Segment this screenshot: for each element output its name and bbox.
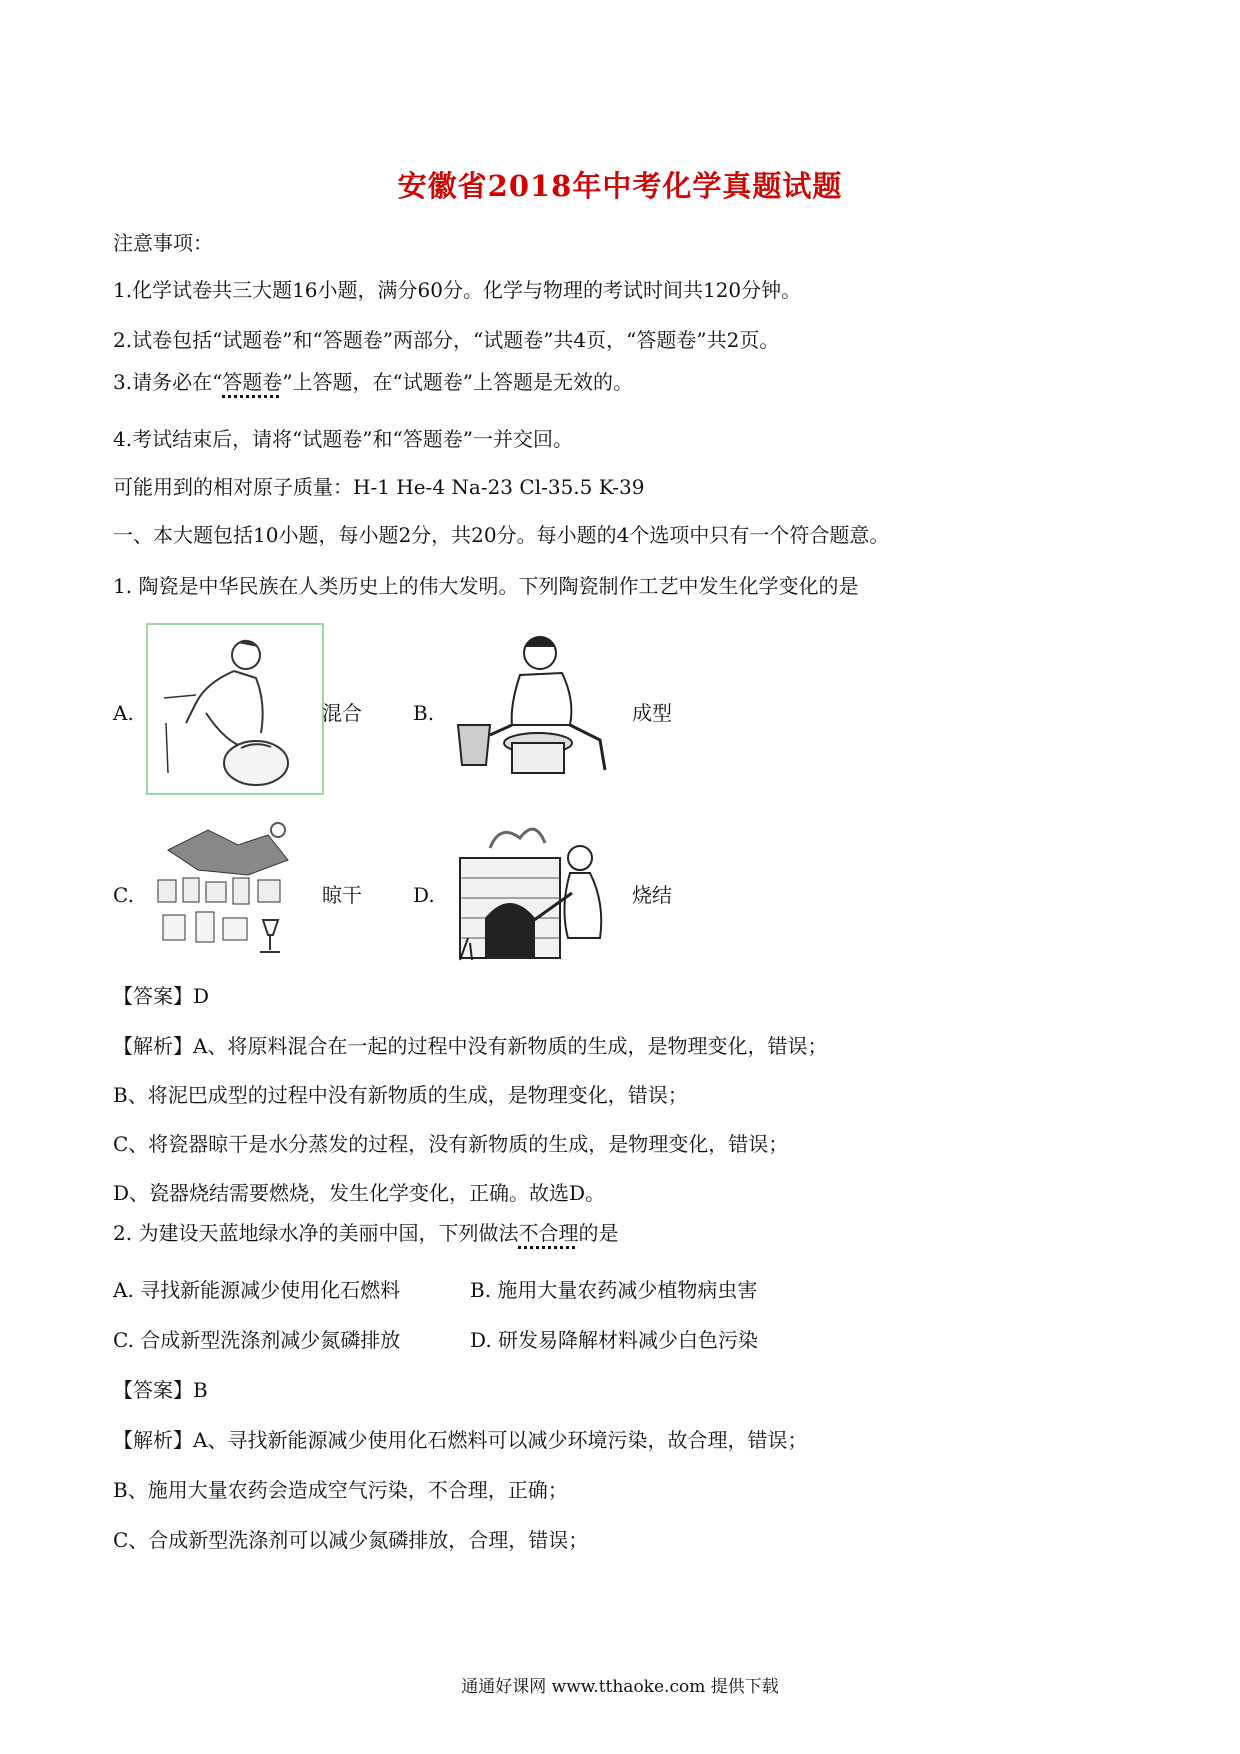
- section-1-heading: 一、本大题包括10小题，每小题2分，共20分。每小题的4个选项中只有一个符合题意。: [113, 523, 890, 547]
- q1-option-c-image: [148, 820, 308, 965]
- note-item-3-dotted: 答题卷: [222, 370, 283, 394]
- page-title: 安徽省2018年中考化学真题试题: [397, 169, 843, 203]
- q1-option-a-label: 混合: [322, 701, 362, 725]
- q1-option-d-label: 烧结: [632, 883, 672, 907]
- q1-option-b-label: 成型: [632, 701, 672, 725]
- q1-option-d-image: [450, 818, 620, 968]
- q2-stem-dotted: 不合理: [518, 1221, 579, 1245]
- q2-stem: [113, 1220, 618, 1246]
- q2-option-b: B. 施用大量农药减少植物病虫害: [470, 1278, 758, 1302]
- q2-stem-pre: 2. 为建设天蓝地绿水净的美丽中国，下列做法: [113, 1221, 519, 1245]
- q1-option-b-image: [450, 625, 630, 785]
- q1-analysis-1: 【解析】A、将原料混合在一起的过程中没有新物质的生成，是物理变化，错误；: [113, 1034, 828, 1058]
- q2-option-d: D. 研发易降解材料减少白色污染: [470, 1328, 759, 1352]
- q1-option-c-letter: C.: [113, 883, 134, 907]
- q1-option-a-letter: A.: [113, 701, 134, 725]
- q1-stem: 1. 陶瓷是中华民族在人类历史上的伟大发明。下列陶瓷制作工艺中发生化学变化的是: [113, 574, 859, 598]
- q1-analysis-3: C、将瓷器晾干是水分蒸发的过程，没有新物质的生成，是物理变化，错误；: [113, 1132, 789, 1156]
- q2-option-a: A. 寻找新能源减少使用化石燃料: [113, 1278, 401, 1302]
- q2-option-c: C. 合成新型洗涤剂减少氮磷排放: [113, 1328, 401, 1352]
- q1-answer: 【答案】D: [113, 984, 210, 1008]
- note-item-3-pre: 3.请务必在“: [113, 370, 223, 394]
- note-item-3-emphasis: [222, 370, 282, 394]
- q1-analysis-4: D、瓷器烧结需要燃烧，发生化学变化，正确。故选D。: [113, 1181, 606, 1205]
- notes-heading: 注意事项：: [113, 231, 213, 255]
- footer-credit: 通通好课网 www.tthaoke.com 提供下载: [461, 1677, 779, 1697]
- q1-option-c-label: 晾干: [322, 883, 362, 907]
- q1-option-b-letter: B.: [413, 701, 435, 725]
- q1-option-a-image: [146, 623, 324, 795]
- q2-analysis-3: C、合成新型洗涤剂可以减少氮磷排放，合理，错误；: [113, 1528, 589, 1552]
- q2-analysis-2: B、施用大量农药会造成空气污染，不合理，正确；: [113, 1478, 568, 1502]
- note-item-3-post: ”上答题，在“试题卷”上答题是无效的。: [282, 370, 633, 394]
- note-item-1: 1.化学试卷共三大题16小题，满分60分。化学与物理的考试时间共120分钟。: [113, 278, 802, 302]
- q1-option-d-letter: D.: [413, 883, 435, 907]
- q2-answer: 【答案】B: [113, 1378, 208, 1402]
- note-item-2: 2.试卷包括“试题卷”和“答题卷”两部分，“试题卷”共4页，“答题卷”共2页。: [113, 328, 780, 352]
- note-item-3: [113, 369, 633, 395]
- note-item-4: 4.考试结束后，请将“试题卷”和“答题卷”一并交回。: [113, 427, 573, 451]
- q1-analysis-2: B、将泥巴成型的过程中没有新物质的生成，是物理变化，错误；: [113, 1083, 688, 1107]
- atomic-mass-line: 可能用到的相对原子质量：H-1 He-4 Na-23 Cl-35.5 K-39: [113, 475, 645, 499]
- q2-stem-post: 的是: [578, 1221, 619, 1245]
- q2-analysis-1: 【解析】A、寻找新能源减少使用化石燃料可以减少环境污染，故合理，错误；: [113, 1428, 808, 1452]
